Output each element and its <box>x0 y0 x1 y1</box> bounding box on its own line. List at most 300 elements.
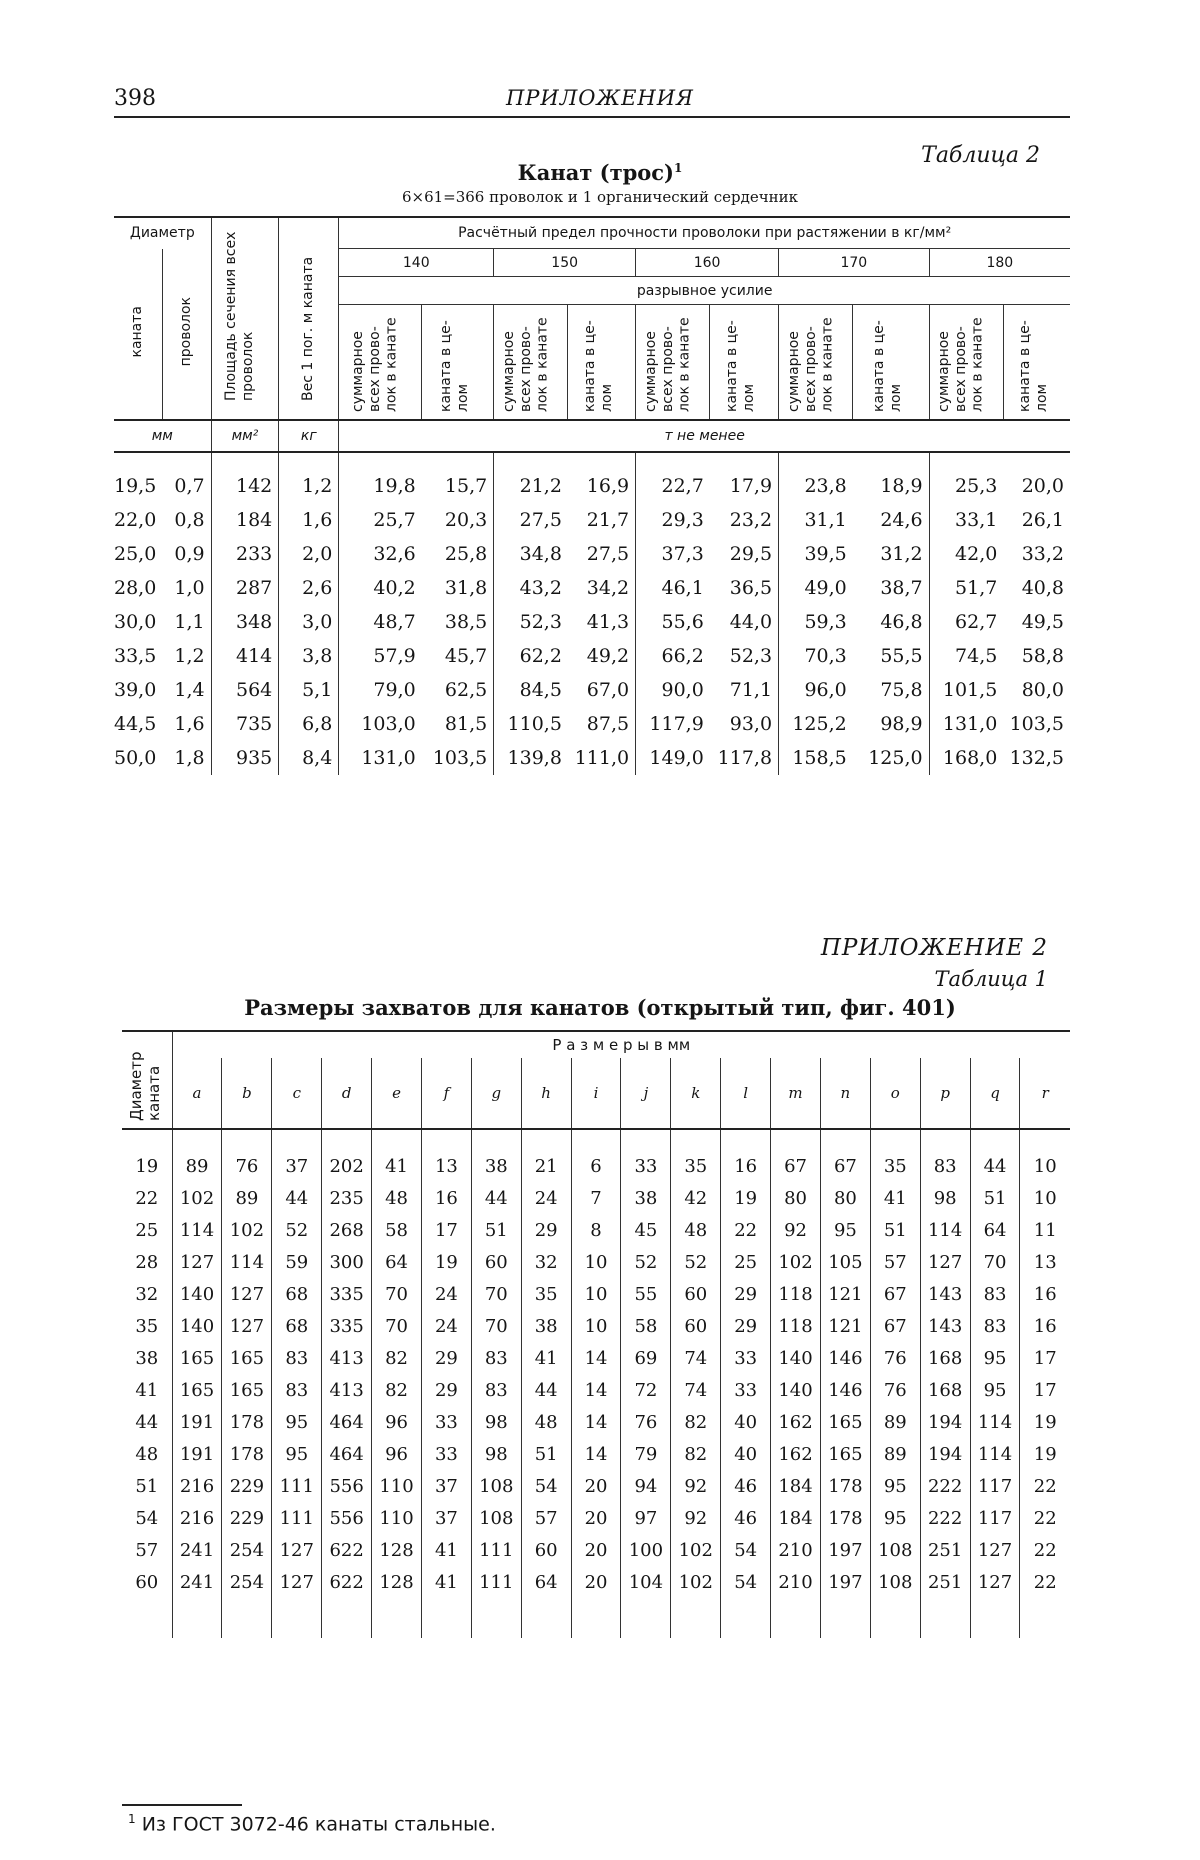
table-cell: 19 <box>421 1246 471 1278</box>
table-cell: 1,1 <box>162 605 211 639</box>
table-cell: 210 <box>771 1534 821 1566</box>
table-cell: 0,9 <box>162 537 211 571</box>
table-cell: 268 <box>322 1214 372 1246</box>
running-head: ПРИЛОЖЕНИЯ <box>505 86 694 110</box>
table-cell: 216 <box>172 1502 222 1534</box>
table-cell: 44 <box>521 1374 571 1406</box>
table-cell: 23,8 <box>804 474 847 497</box>
table-cell: 564 <box>211 673 279 707</box>
table-cell: 102 <box>222 1214 272 1246</box>
table-cell: 70 <box>471 1278 521 1310</box>
table-cell: 74,5 <box>955 644 998 667</box>
table-cell: 128 <box>372 1534 422 1566</box>
table-cell: 935 <box>211 741 279 775</box>
table-cell: 131,0 <box>361 746 416 769</box>
table-cell: 142 <box>211 452 279 503</box>
table-cell: 31,2 <box>853 537 929 571</box>
table-cell: 20,3 <box>422 503 494 537</box>
table-cell: 100 <box>621 1534 671 1566</box>
table-cell: 622 <box>322 1534 372 1566</box>
table-cell: 7 <box>571 1182 621 1214</box>
table-cell: 35 <box>870 1129 920 1182</box>
table-cell: 70 <box>471 1310 521 1342</box>
table-cell: 300 <box>322 1246 372 1278</box>
table-cell: 55,6 <box>661 610 704 633</box>
table-cell: 10 <box>1033 1187 1057 1209</box>
table-cell: 95 <box>820 1214 870 1246</box>
table-cell: 39,0 <box>114 678 157 701</box>
table-cell: 60 <box>671 1310 721 1342</box>
table-cell: 20 <box>571 1470 621 1502</box>
table-cell: 168 <box>920 1342 970 1374</box>
table-cell: 87,5 <box>568 707 636 741</box>
table-cell: 51 <box>521 1438 571 1470</box>
table-cell: 110 <box>372 1502 422 1534</box>
table-cell: 29 <box>721 1310 771 1342</box>
header-area: Площадь сечения всех проволок <box>211 217 279 420</box>
table-cell: 93,0 <box>710 707 779 741</box>
table-cell: 33 <box>721 1374 771 1406</box>
column-header-e: e <box>372 1058 422 1129</box>
table-cell: 128 <box>372 1566 422 1638</box>
table-cell: 20,0 <box>1021 474 1064 497</box>
table-cell: 89 <box>870 1406 920 1438</box>
table-cell: 241 <box>172 1566 222 1638</box>
table-cell: 33 <box>421 1438 471 1470</box>
table-cell: 1,8 <box>162 741 211 775</box>
page-number: 398 <box>114 86 156 111</box>
table-cell: 25 <box>721 1246 771 1278</box>
table-cell: 102 <box>671 1566 721 1638</box>
table-cell: 98 <box>471 1438 521 1470</box>
table-cell: 94 <box>621 1470 671 1502</box>
table-cell: 127 <box>970 1534 1020 1566</box>
table-cell: 25 <box>122 1214 172 1246</box>
table-cell: 3,8 <box>279 639 339 673</box>
column-header-c: c <box>272 1058 322 1129</box>
table-row <box>122 1374 1070 1406</box>
table-cell: 140 <box>771 1342 821 1374</box>
table-cell: 33,1 <box>955 508 998 531</box>
table-cell: 14 <box>571 1438 621 1470</box>
table-cell: 51,7 <box>955 576 998 599</box>
column-header-i: i <box>571 1058 621 1129</box>
table-cell: 92 <box>771 1214 821 1246</box>
table-cell: 80 <box>820 1182 870 1214</box>
table-cell: 131,0 <box>942 712 998 735</box>
table-cell: 118 <box>771 1278 821 1310</box>
table-cell: 111 <box>272 1502 322 1534</box>
table-cell: 251 <box>920 1566 970 1638</box>
table-cell: 197 <box>820 1566 870 1638</box>
header-whole: каната в це- лом <box>422 305 494 420</box>
unit-mm2: мм² <box>211 420 279 452</box>
table-cell: 22 <box>721 1214 771 1246</box>
table-cell: 19,5 <box>114 474 157 497</box>
table-cell: 22 <box>1033 1475 1057 1497</box>
table-cell: 44 <box>471 1182 521 1214</box>
table-cell: 108 <box>870 1566 920 1638</box>
table-cell: 52 <box>272 1214 322 1246</box>
table-cell: 19 <box>1033 1411 1057 1433</box>
table-row <box>122 1566 1070 1638</box>
table-cell: 114 <box>920 1214 970 1246</box>
table-cell: 184 <box>771 1502 821 1534</box>
table-cell: 67 <box>820 1129 870 1182</box>
table-cell: 89 <box>870 1438 920 1470</box>
table-row <box>122 1182 1070 1214</box>
table-cell: 82 <box>372 1342 422 1374</box>
table-cell: 178 <box>222 1438 272 1470</box>
table-cell: 27,5 <box>568 537 636 571</box>
table-cell: 165 <box>222 1374 272 1406</box>
table-cell: 36,5 <box>710 571 779 605</box>
table-cell: 81,5 <box>422 707 494 741</box>
grade-160: 160 <box>636 249 779 277</box>
table-cell: 55,5 <box>853 639 929 673</box>
table-cell: 2,6 <box>279 571 339 605</box>
table-cell: 16 <box>1033 1315 1057 1337</box>
table-cell: 57 <box>870 1246 920 1278</box>
table-cell: 165 <box>820 1406 870 1438</box>
table-cell: 121 <box>820 1278 870 1310</box>
table-cell: 64 <box>372 1246 422 1278</box>
table-cell: 74 <box>671 1374 721 1406</box>
table-cell: 67,0 <box>568 673 636 707</box>
table-cell: 43,2 <box>519 576 562 599</box>
table-cell: 39,5 <box>804 542 847 565</box>
table-cell: 28,0 <box>114 576 157 599</box>
table-row <box>114 571 1070 605</box>
table-cell: 67 <box>771 1129 821 1182</box>
table-cell: 110,5 <box>507 712 562 735</box>
table-cell: 102 <box>671 1534 721 1566</box>
table-cell: 10 <box>571 1310 621 1342</box>
table-cell: 62,5 <box>422 673 494 707</box>
table-cell: 90,0 <box>661 678 704 701</box>
header-sum: суммарное всех прово- лок в канате <box>779 305 853 420</box>
table-cell: 413 <box>322 1374 372 1406</box>
table-cell: 168 <box>920 1374 970 1406</box>
table-cell: 76 <box>621 1406 671 1438</box>
table-cell: 59,3 <box>804 610 847 633</box>
table-cell: 19,8 <box>373 474 416 497</box>
table2-label: Таблица 2 <box>921 143 1040 168</box>
column-header-h: h <box>521 1058 571 1129</box>
table-cell: 83 <box>970 1278 1020 1310</box>
table-cell: 1,2 <box>279 452 339 503</box>
header-sum: суммарное всех прово- лок в канате <box>636 305 710 420</box>
table-cell: 41 <box>372 1129 422 1182</box>
table-cell: 69 <box>621 1342 671 1374</box>
table-cell: 111 <box>471 1566 521 1638</box>
column-header-b: b <box>222 1058 272 1129</box>
table-cell: 108 <box>471 1502 521 1534</box>
table-cell: 52 <box>671 1246 721 1278</box>
table-cell: 178 <box>820 1470 870 1502</box>
table-cell: 46,1 <box>661 576 704 599</box>
table-cell: 96 <box>372 1438 422 1470</box>
table-cell: 165 <box>172 1374 222 1406</box>
table-cell: 48,7 <box>373 610 416 633</box>
table-cell: 46,8 <box>853 605 929 639</box>
table-cell: 22 <box>122 1182 172 1214</box>
table-cell: 95 <box>970 1374 1020 1406</box>
unit-mm: мм <box>114 420 211 452</box>
table-cell: 48 <box>372 1182 422 1214</box>
table-cell: 64 <box>521 1566 571 1638</box>
table-cell: 132,5 <box>1009 746 1064 769</box>
header-rope: каната <box>114 249 162 420</box>
grade-150: 150 <box>494 249 636 277</box>
table-cell: 38 <box>471 1129 521 1182</box>
table-cell: 89 <box>172 1129 222 1182</box>
table-cell: 0,7 <box>162 452 211 503</box>
table1-title: Размеры захватов для канатов (открытый тип, фиг. 401) <box>244 995 956 1020</box>
table-cell: 21,2 <box>519 474 562 497</box>
table-cell: 22,0 <box>114 508 157 531</box>
table-cell: 60 <box>122 1566 172 1638</box>
table-cell: 18,9 <box>853 452 929 503</box>
table-cell: 140 <box>172 1310 222 1342</box>
table-cell: 58,8 <box>1021 644 1064 667</box>
table-cell: 48 <box>122 1438 172 1470</box>
table-cell: 58 <box>621 1310 671 1342</box>
table-cell: 14 <box>571 1342 621 1374</box>
header-whole: каната в це- лом <box>710 305 779 420</box>
table-cell: 41 <box>421 1566 471 1638</box>
table-cell: 178 <box>820 1502 870 1534</box>
table-cell: 184 <box>771 1470 821 1502</box>
table-cell: 27,5 <box>519 508 562 531</box>
column-header-n: n <box>820 1058 870 1129</box>
table-cell: 38,5 <box>422 605 494 639</box>
table-cell: 235 <box>322 1182 372 1214</box>
table2-subtitle: 6×61=366 проволок и 1 органический сердечник <box>401 188 799 206</box>
table-cell: 96 <box>372 1406 422 1438</box>
table-cell: 64 <box>970 1214 1020 1246</box>
table-cell: 34,2 <box>568 571 636 605</box>
table-row <box>114 452 1070 503</box>
footnote-rule <box>122 1804 242 1806</box>
column-header-k: k <box>671 1058 721 1129</box>
column-header-o: o <box>870 1058 920 1129</box>
table-cell: 735 <box>211 707 279 741</box>
table-cell: 111 <box>471 1534 521 1566</box>
table-cell: 194 <box>920 1406 970 1438</box>
header-rope-diameter: Диаметр каната <box>122 1031 172 1129</box>
table-cell: 114 <box>970 1438 1020 1470</box>
table-cell: 57 <box>122 1534 172 1566</box>
table-cell: 48 <box>671 1214 721 1246</box>
table-cell: 6,8 <box>279 707 339 741</box>
table-cell: 45,7 <box>422 639 494 673</box>
table-cell: 178 <box>222 1406 272 1438</box>
table-cell: 21,7 <box>568 503 636 537</box>
table-cell: 72 <box>621 1374 671 1406</box>
table-cell: 40,8 <box>1021 576 1064 599</box>
table-cell: 60 <box>671 1278 721 1310</box>
table-cell: 41 <box>421 1534 471 1566</box>
table-cell: 44 <box>122 1406 172 1438</box>
table-cell: 117,9 <box>649 712 704 735</box>
table2-title: Канат (трос)$^1$ <box>517 160 683 185</box>
table-cell: 162 <box>771 1438 821 1470</box>
table-cell: 49,0 <box>804 576 847 599</box>
table-cell: 24 <box>421 1310 471 1342</box>
table-cell: 125,2 <box>792 712 847 735</box>
table-cell: 44 <box>970 1129 1020 1182</box>
table-cell: 46 <box>721 1470 771 1502</box>
table-cell: 54 <box>721 1534 771 1566</box>
table-cell: 127 <box>272 1566 322 1638</box>
table-cell: 17 <box>421 1214 471 1246</box>
table-cell: 42 <box>671 1182 721 1214</box>
table-cell: 229 <box>222 1502 272 1534</box>
table-cell: 1,0 <box>162 571 211 605</box>
header-breaking: разрывное усилие <box>339 277 1070 305</box>
table-cell: 44,0 <box>710 605 779 639</box>
table-cell: 254 <box>222 1534 272 1566</box>
table-cell: 70 <box>372 1278 422 1310</box>
table-cell: 127 <box>172 1246 222 1278</box>
table-cell: 44 <box>272 1182 322 1214</box>
grade-180: 180 <box>929 249 1070 277</box>
table-row <box>122 1278 1070 1310</box>
table-cell: 229 <box>222 1470 272 1502</box>
table-row <box>122 1534 1070 1566</box>
table-cell: 3,0 <box>279 605 339 639</box>
table-cell: 83 <box>272 1374 322 1406</box>
table-cell: 111,0 <box>568 741 636 775</box>
table-cell: 101,5 <box>942 678 998 701</box>
table-cell: 143 <box>920 1310 970 1342</box>
table-cell: 70 <box>372 1310 422 1342</box>
table-cell: 60 <box>521 1534 571 1566</box>
table-cell: 51 <box>471 1214 521 1246</box>
table-cell: 98 <box>471 1406 521 1438</box>
table2-rope-strength <box>114 216 1070 775</box>
table-cell: 622 <box>322 1566 372 1638</box>
table-row <box>122 1310 1070 1342</box>
table-cell: 105 <box>820 1246 870 1278</box>
column-header-g: g <box>471 1058 521 1129</box>
column-header-m: m <box>771 1058 821 1129</box>
table-cell: 46 <box>721 1502 771 1534</box>
table-row <box>122 1470 1070 1502</box>
table-cell: 1,6 <box>279 503 339 537</box>
table-cell: 556 <box>322 1470 372 1502</box>
table-cell: 335 <box>322 1310 372 1342</box>
table-cell: 38 <box>621 1182 671 1214</box>
table-cell: 84,5 <box>519 678 562 701</box>
footnote: $^1$ Из ГОСТ 3072-46 канаты стальные. <box>128 1812 496 1836</box>
table-cell: 42,0 <box>955 542 998 565</box>
table-cell: 37,3 <box>661 542 704 565</box>
table-cell: 102 <box>771 1246 821 1278</box>
table-cell: 83 <box>970 1310 1020 1342</box>
table-row <box>122 1246 1070 1278</box>
table-cell: 127 <box>272 1534 322 1566</box>
table-cell: 127 <box>970 1566 1020 1638</box>
table-cell: 51 <box>970 1182 1020 1214</box>
table-cell: 76 <box>222 1129 272 1182</box>
table-cell: 49,2 <box>568 639 636 673</box>
table-cell: 25,7 <box>373 508 416 531</box>
table-cell: 1,4 <box>162 673 211 707</box>
table-cell: 114 <box>970 1406 1020 1438</box>
table-cell: 140 <box>172 1278 222 1310</box>
table-cell: 66,2 <box>661 644 704 667</box>
table-cell: 2,0 <box>279 537 339 571</box>
table-cell: 1,6 <box>162 707 211 741</box>
table-cell: 37 <box>421 1502 471 1534</box>
table-cell: 83 <box>272 1342 322 1374</box>
table-cell: 16 <box>1033 1283 1057 1305</box>
table-cell: 10 <box>571 1278 621 1310</box>
table-cell: 104 <box>621 1566 671 1638</box>
table-row <box>122 1438 1070 1470</box>
table-cell: 140 <box>771 1374 821 1406</box>
table-row <box>122 1502 1070 1534</box>
table-cell: 54 <box>721 1566 771 1638</box>
table-cell: 70,3 <box>804 644 847 667</box>
table-cell: 10 <box>571 1246 621 1278</box>
table-cell: 114 <box>222 1246 272 1278</box>
table-cell: 254 <box>222 1566 272 1638</box>
header-sum: суммарное всех прово- лок в канате <box>494 305 568 420</box>
table-cell: 0,8 <box>162 503 211 537</box>
table-cell: 287 <box>211 571 279 605</box>
table-cell: 52,3 <box>710 639 779 673</box>
table-cell: 11 <box>1033 1219 1057 1241</box>
table-cell: 54 <box>122 1502 172 1534</box>
table-cell: 40 <box>721 1406 771 1438</box>
table-cell: 162 <box>771 1406 821 1438</box>
table-cell: 117 <box>970 1502 1020 1534</box>
table-cell: 32 <box>521 1246 571 1278</box>
table-cell: 76 <box>870 1374 920 1406</box>
column-header-f: f <box>421 1058 471 1129</box>
grade-170: 170 <box>779 249 930 277</box>
table-cell: 111 <box>272 1470 322 1502</box>
table-cell: 413 <box>322 1342 372 1374</box>
table-cell: 41 <box>870 1182 920 1214</box>
table-cell: 35 <box>521 1278 571 1310</box>
table-cell: 95 <box>272 1406 322 1438</box>
table-cell: 25,0 <box>114 542 157 565</box>
table-cell: 79,0 <box>373 678 416 701</box>
table-cell: 191 <box>172 1438 222 1470</box>
table-cell: 83 <box>920 1129 970 1182</box>
table-cell: 29 <box>521 1214 571 1246</box>
header-sum: суммарное всех прово- лок в канате <box>339 305 422 420</box>
table-cell: 8 <box>571 1214 621 1246</box>
table-cell: 464 <box>322 1438 372 1470</box>
header-whole: каната в це- лом <box>568 305 636 420</box>
table-cell: 121 <box>820 1310 870 1342</box>
table-cell: 146 <box>820 1342 870 1374</box>
table-cell: 6 <box>571 1129 621 1182</box>
table-row <box>114 503 1070 537</box>
table-cell: 67 <box>870 1278 920 1310</box>
table-cell: 48 <box>521 1406 571 1438</box>
table-cell: 31,1 <box>804 508 847 531</box>
table-cell: 35 <box>671 1129 721 1182</box>
table-cell: 24,6 <box>853 503 929 537</box>
table-cell: 32,6 <box>373 542 416 565</box>
table-cell: 118 <box>771 1310 821 1342</box>
